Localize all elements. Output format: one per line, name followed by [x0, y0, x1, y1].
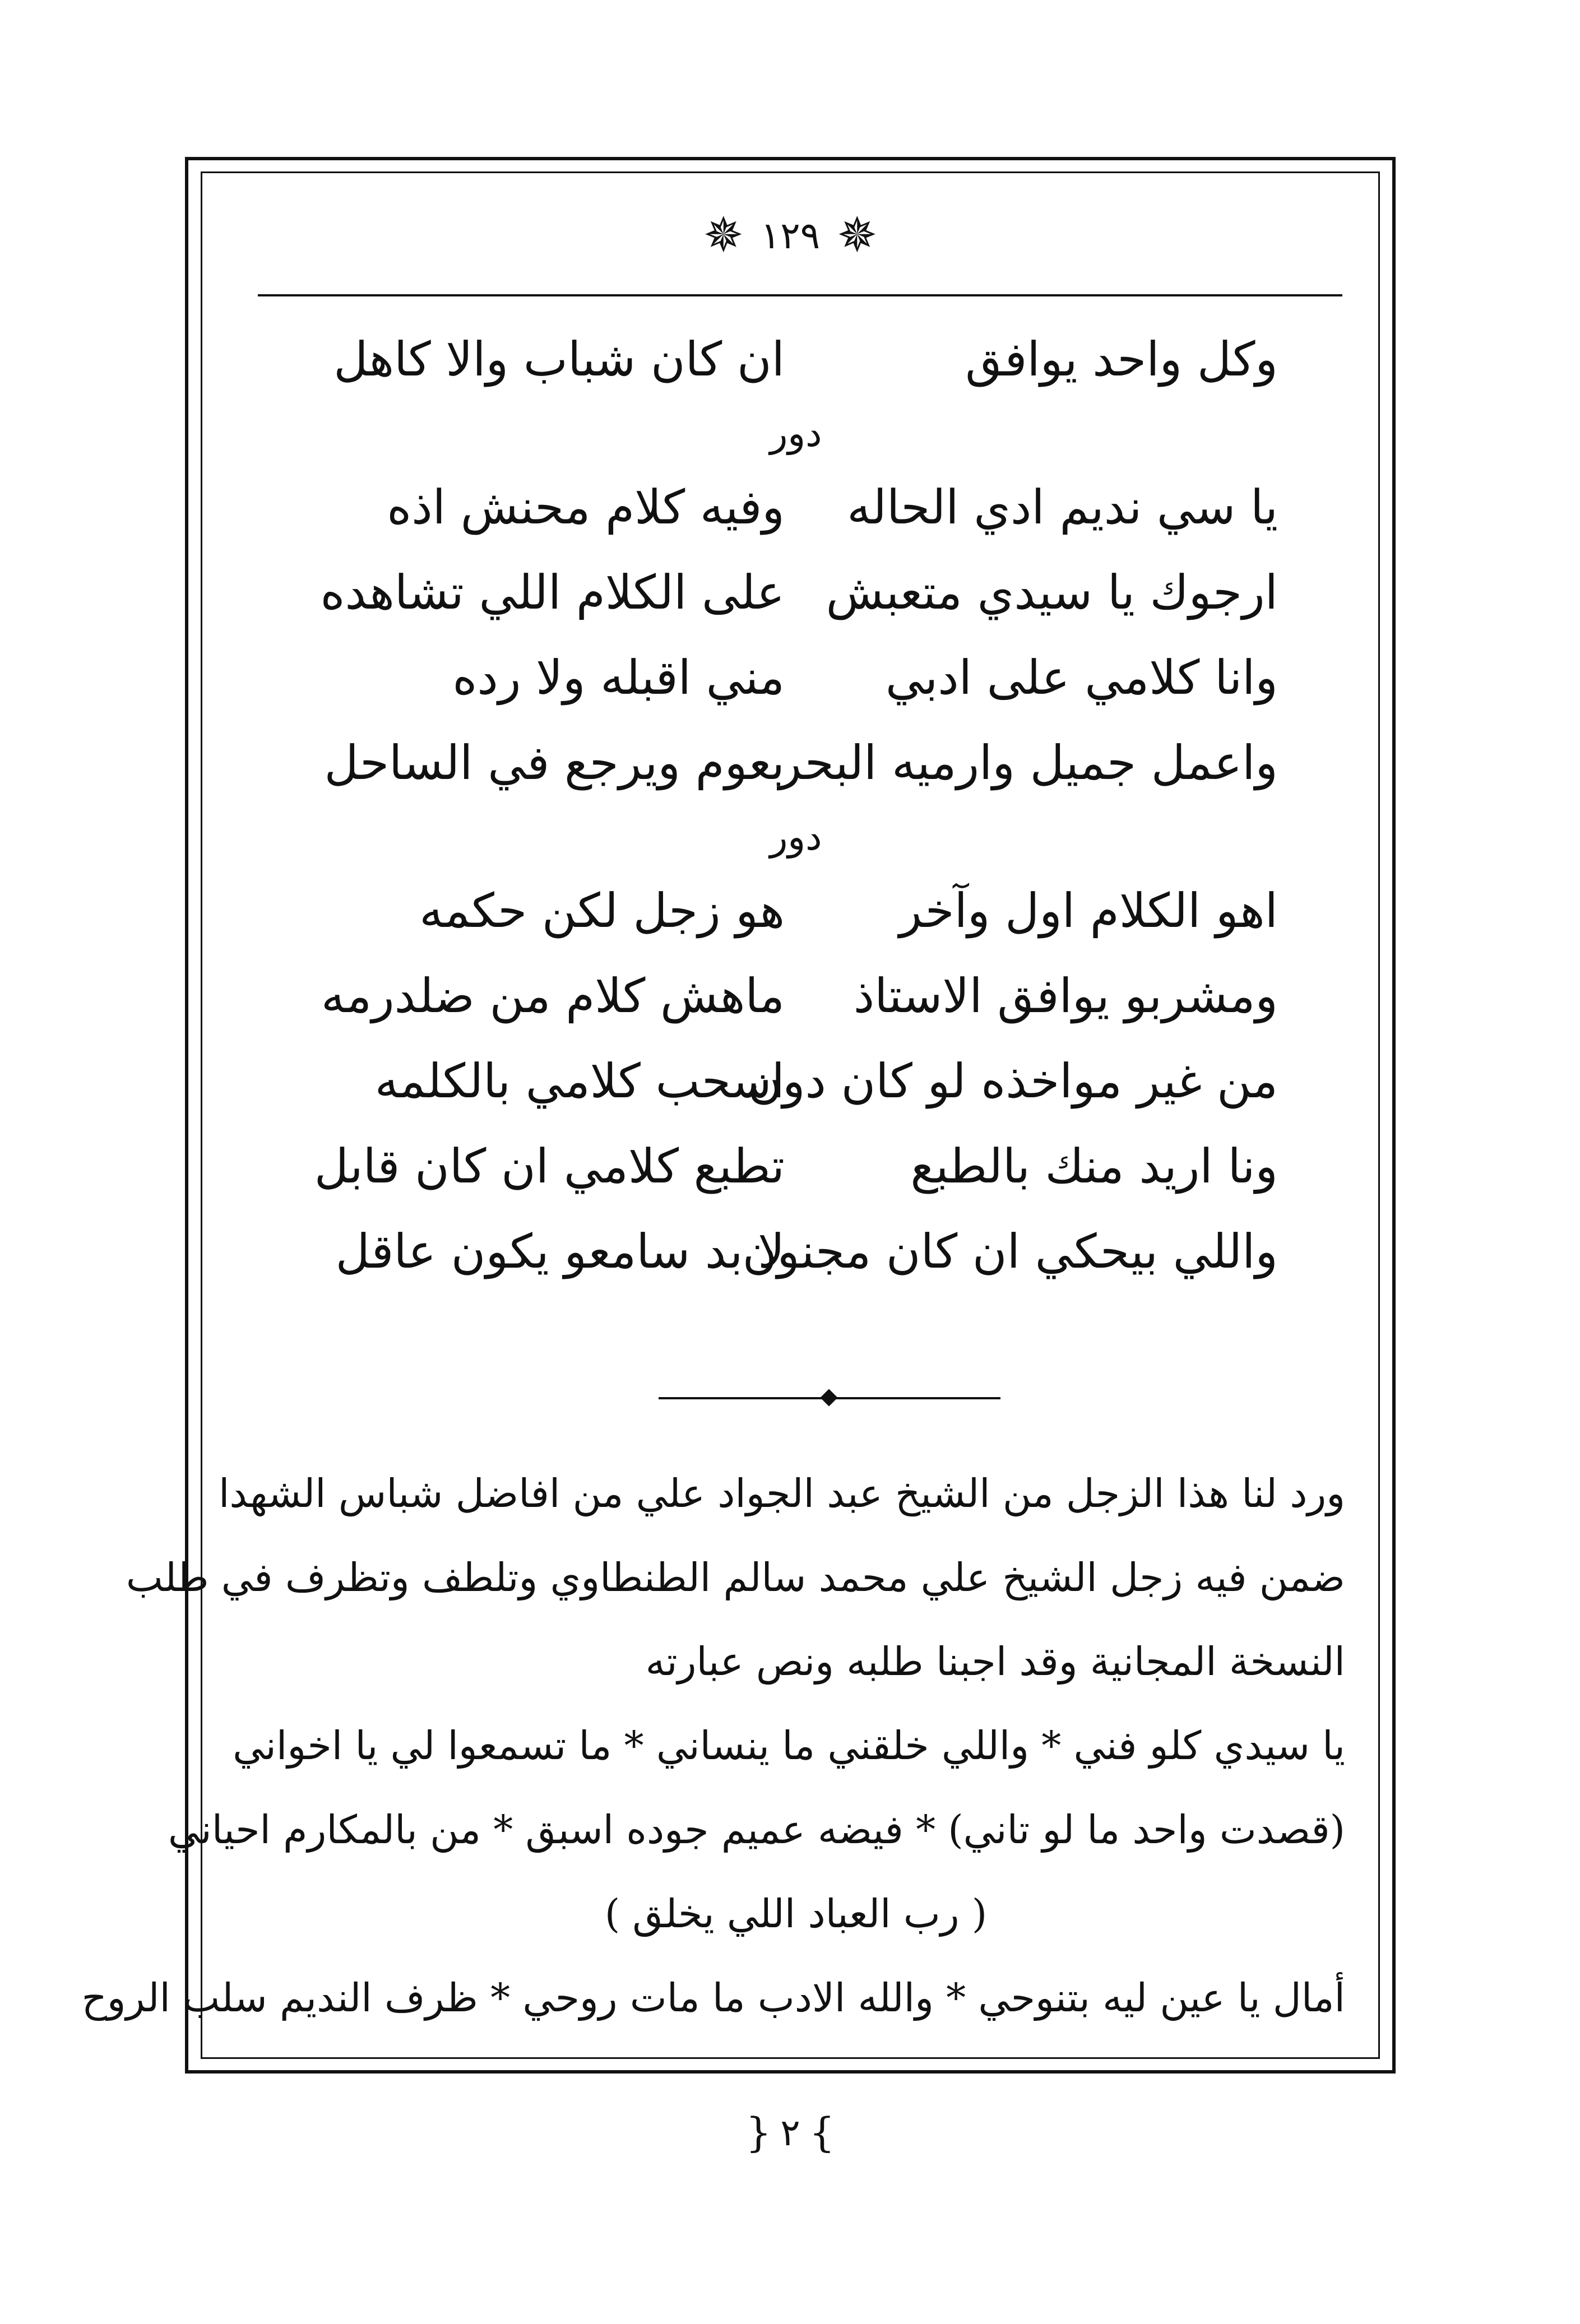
poem-verse [314, 317, 1278, 402]
verse-second-hemistich: وفيه كلام محنش اذه [387, 480, 785, 535]
verse-second-hemistich: اسحب كلامي بالكلمه [374, 1054, 785, 1108]
page-footer [673, 2099, 908, 2166]
verse-second-hemistich: على الكلام اللي تشاهده [320, 565, 785, 620]
verse-first-hemistich: اهو الكلام اول وآخر [899, 883, 1278, 938]
prose-line: (قصدت واحد ما لو تاني) * فيضه عميم جوده اسبق * من بالمكارم احياني [168, 1807, 1345, 1853]
ornament-icon: ✵ [703, 207, 744, 263]
left-brace-icon: } [809, 2109, 835, 2156]
prose-line-centered: ( رب العباد اللي يخلق ) [604, 1891, 988, 1937]
poem-verse [314, 465, 1278, 550]
section-divider [659, 1390, 1000, 1407]
verse-second-hemistich: بعوم ويرجع في الساحل [324, 735, 785, 790]
poem-verse [314, 1038, 1278, 1124]
verse-second-hemistich: مني اقبله ولا رده [452, 650, 785, 705]
prose-line: يا سيدي كلو فني * واللي خلقني ما ينساني * ما تسمعوا لي يا اخواني [233, 1723, 1345, 1769]
ornament-icon: ✵ [837, 207, 878, 263]
header-rule [258, 294, 1342, 296]
diamond-icon [820, 1389, 837, 1406]
zajal-poem [314, 317, 1278, 1294]
stanza-heading: دور [770, 815, 822, 859]
verse-second-hemistich: ماهش كلام من ضلدرمه [321, 968, 785, 1023]
poem-verse [314, 550, 1278, 635]
prose-line: النسخة المجانية وقد اجبنا طلبه ونص عبارته [645, 1639, 1345, 1685]
prose-line: أمال يا عين ليه بتنوحي * والله الادب ما مات روحي * ظرف النديم سلب الروح [81, 1975, 1345, 2021]
verse-second-hemistich: تطبع كلامي ان كان قابل [314, 1139, 785, 1194]
verse-first-hemistich: يا سي نديم ادي الحاله [847, 480, 1278, 535]
verse-first-hemistich: ومشربو يوافق الاستاذ [853, 968, 1278, 1023]
verse-first-hemistich: واللي بيحكي ان كان مجنون [742, 1224, 1278, 1279]
verse-first-hemistich: ونا اريد منك بالطبع [910, 1139, 1278, 1194]
verse-first-hemistich: من غير مواخذه لو كان دون [748, 1054, 1278, 1108]
verse-first-hemistich: وانا كلامي على ادبي [885, 650, 1278, 705]
poem-verse [314, 1209, 1278, 1294]
verse-first-hemistich: وكل واحد يوافق [965, 332, 1278, 387]
verse-second-hemistich: لا بد سامعو يكون عاقل [335, 1224, 785, 1279]
poem-verse [314, 953, 1278, 1038]
page-number: ١٢٩ [760, 214, 821, 257]
poem-verse [314, 1124, 1278, 1209]
folio-number: ٢ [780, 2110, 800, 2154]
prose-line: ورد لنا هذا الزجل من الشيخ عبد الجواد علي من افاضل شباس الشهدا [218, 1471, 1345, 1516]
poem-verse [314, 868, 1278, 953]
prose-line: ضمن فيه زجل الشيخ علي محمد سالم الطنطاوي وتلطف وتظرف في طلب [126, 1555, 1345, 1601]
page-header [202, 202, 1379, 269]
poem-verse [314, 720, 1278, 805]
right-brace-icon: { [745, 2109, 772, 2156]
stanza-heading: دور [770, 411, 822, 455]
verse-first-hemistich: واعمل جميل وارميه البحر [779, 735, 1278, 790]
poem-verse [314, 635, 1278, 720]
prose-section [81, 1451, 1345, 2040]
verse-second-hemistich: ان كان شباب والا كاهل [333, 332, 785, 387]
verse-first-hemistich: ارجوك يا سيدي متعبش [826, 565, 1278, 620]
verse-second-hemistich: هو زجل لكن حكمه [419, 883, 785, 938]
